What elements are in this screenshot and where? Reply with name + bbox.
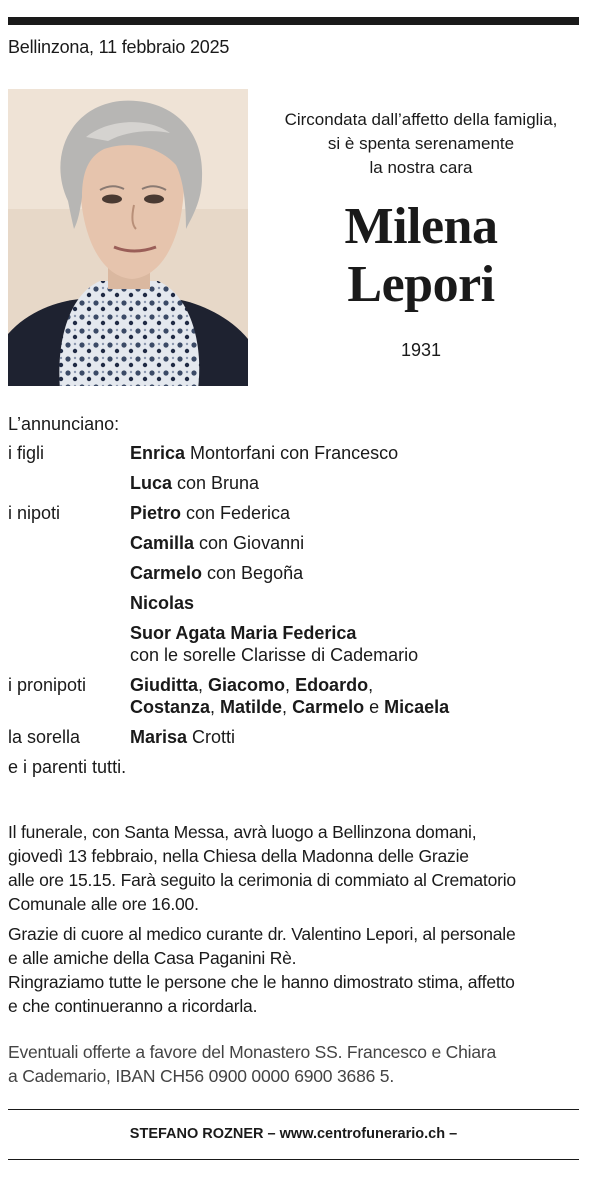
member-name: Giacomo — [208, 675, 286, 695]
intro-line: Circondata dall’affetto della famiglia, — [284, 110, 558, 129]
member-detail: con Bruna — [172, 473, 260, 493]
member-line: con le sorelle Clarisse di Cademario — [130, 645, 419, 665]
member-line — [130, 532, 588, 554]
intro-line: la nostra cara — [369, 158, 473, 177]
member-name: Carmelo — [130, 563, 203, 583]
member-name: Suor Agata Maria Federica — [130, 623, 357, 643]
thanks-paragraph — [8, 922, 592, 1018]
donations-line: Eventuali offerte a favore del Monastero SS. Francesco e Chiara — [8, 1042, 497, 1062]
footer-bottom-rule — [8, 1159, 579, 1160]
member-name: Costanza — [130, 697, 211, 717]
relation-label: i pronipoti — [8, 675, 87, 695]
family-list — [8, 442, 588, 778]
member-line — [130, 622, 588, 644]
family-tail: e i parenti tutti. — [8, 757, 127, 777]
first-name: Milena — [344, 198, 498, 255]
thanks-line: e che continueranno a ricordarla. — [8, 996, 258, 1016]
member-line: Costanza, Matilde, Carmelo e Micaela — [130, 697, 450, 717]
relation-label: i nipoti — [8, 503, 61, 523]
member-name: Edoardo — [295, 675, 369, 695]
member-line: Giuditta, Giacomo, Edoardo, — [130, 675, 374, 695]
member-name: Enrica — [130, 443, 186, 463]
birth-year: 1931 — [400, 340, 442, 360]
announce-label: L’annunciano: — [8, 414, 120, 434]
last-name: Lepori — [347, 256, 495, 313]
thanks-line: Ringraziamo tutte le persone che le hanno dimostrato stima, affetto — [8, 972, 515, 992]
member-detail: con Begoña — [202, 563, 304, 583]
member-name: Carmelo — [292, 697, 365, 717]
family-row-nipoti — [8, 502, 588, 666]
thanks-line: Grazie di cuore al medico curante dr. Valentino Lepori, al personale — [8, 924, 516, 944]
member-line — [130, 592, 588, 614]
funeral-paragraph — [8, 820, 592, 916]
member-name: Pietro — [130, 503, 182, 523]
member-name: Micaela — [384, 697, 450, 717]
intro-text — [268, 108, 574, 180]
member-detail: con Federica — [181, 503, 291, 523]
donations-line: a Cademario, IBAN CH56 0900 0000 6900 3686 5. — [8, 1066, 394, 1086]
intro-line: si è spenta serenamente — [327, 134, 515, 153]
thanks-line: e alle amiche della Casa Paganini Rè. — [8, 948, 297, 968]
footer-top-rule — [8, 1109, 579, 1110]
portrait-photo — [8, 89, 248, 386]
funeral-line: Comunale alle ore 16.00. — [8, 894, 199, 914]
family-row-figli — [8, 442, 588, 494]
member-line — [130, 562, 588, 584]
deceased-name — [268, 198, 574, 314]
donations-paragraph — [8, 1040, 592, 1088]
family-row-sorella — [8, 726, 588, 748]
member-line — [130, 472, 588, 494]
member-line — [130, 442, 588, 464]
member-name: Nicolas — [130, 593, 195, 613]
member-name: Camilla — [130, 533, 195, 553]
funeral-line: alle ore 15.15. Farà seguito la cerimonia di commiato al Crematorio — [8, 870, 516, 890]
member-name: Giuditta — [130, 675, 198, 695]
member-detail: Crotti — [187, 727, 236, 747]
member-detail: Montorfani con Francesco — [185, 443, 399, 463]
funeral-line: Il funerale, con Santa Messa, avrà luogo a Bellinzona domani, — [8, 822, 477, 842]
top-rule — [8, 17, 579, 25]
member-line — [130, 726, 588, 748]
member-line — [130, 502, 588, 524]
member-name: Marisa — [130, 727, 188, 747]
funeral-line: giovedì 13 febbraio, nella Chiesa della Madonna delle Grazie — [8, 846, 469, 866]
family-row-pronipoti — [8, 674, 588, 718]
relation-label: i figli — [8, 443, 45, 463]
place-date: Bellinzona, 11 febbraio 2025 — [8, 37, 230, 57]
member-name: Matilde — [220, 697, 283, 717]
footer-credit: STEFANO ROZNER – www.centrofunerario.ch – — [129, 1126, 458, 1142]
member-detail: con Giovanni — [194, 533, 305, 553]
relation-label: la sorella — [8, 727, 81, 747]
member-name: Luca — [130, 473, 173, 493]
